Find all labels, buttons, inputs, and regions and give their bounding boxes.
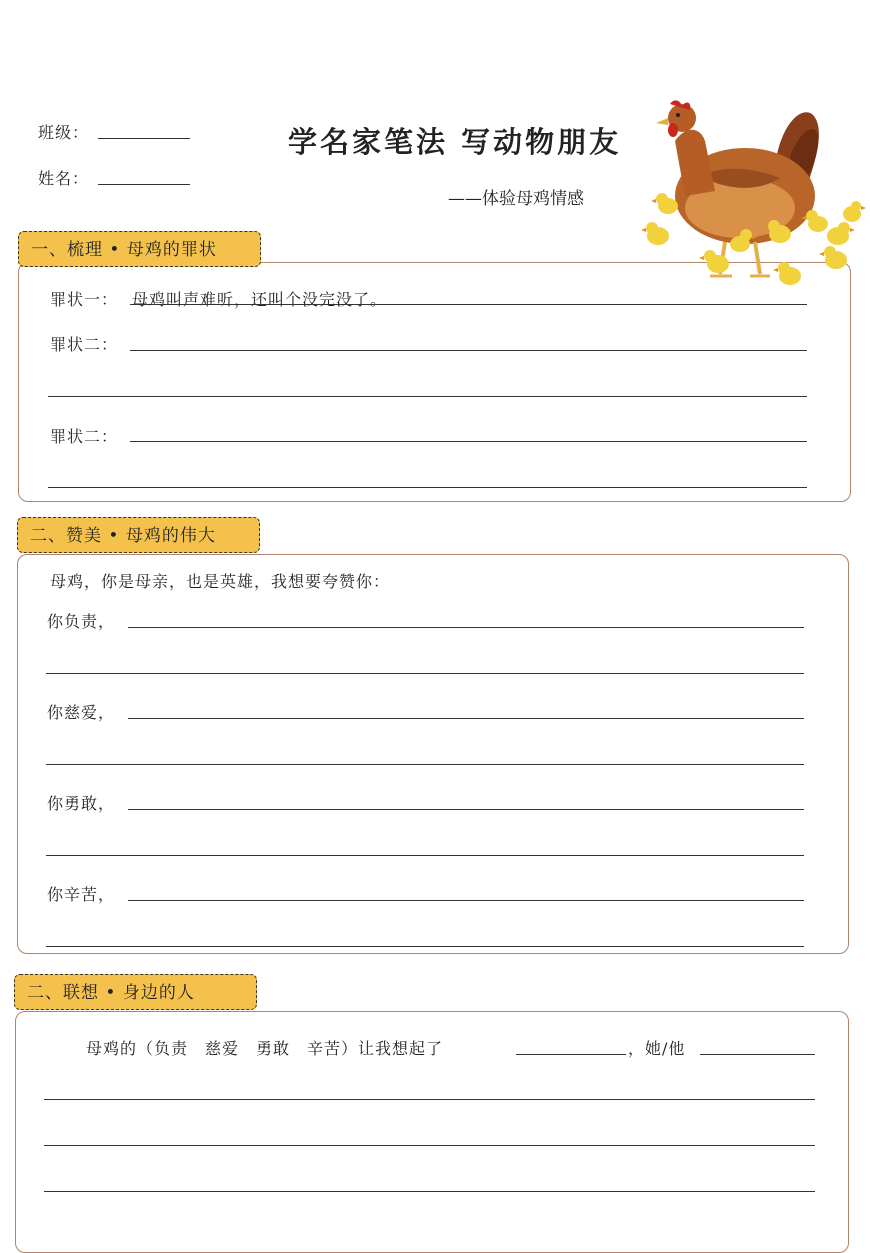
praise-hardworking-label: 你辛苦， [47,885,116,904]
section2-box [17,554,849,954]
charge3-line-2[interactable] [48,487,807,488]
praise-loving-line-2[interactable] [46,764,804,765]
praise-hardworking-line[interactable] [128,900,804,901]
section3-tag: 二、联想 • 身边的人 [14,974,257,1010]
association-line-4[interactable] [44,1191,815,1192]
praise-intro: 母鸡，你是母亲，也是英雄，我想要夸赞你： [50,572,391,591]
praise-responsible-line[interactable] [128,627,804,628]
association-line-2[interactable] [44,1099,815,1100]
page-title: 学名家笔法 写动物朋友 [288,125,622,159]
name-label: 姓名： [38,169,90,188]
charge2-line[interactable] [130,350,807,351]
association-detail-line[interactable] [700,1054,815,1055]
praise-hardworking-line-2[interactable] [46,946,804,947]
charge3-line[interactable] [130,441,807,442]
praise-brave-label: 你勇敢， [47,794,116,813]
charge1-label: 罪状一： [50,290,119,309]
charge1-text: 母鸡叫声难听，还叫个没完没了。 [132,290,388,309]
class-input-line[interactable] [98,138,190,139]
section1-tag: 一、梳理 • 母鸡的罪状 [18,231,261,267]
praise-responsible-label: 你负责， [47,612,116,631]
section2-tag: 二、赞美 • 母鸡的伟大 [17,517,260,553]
charge2-label: 罪状二： [50,335,119,354]
charge3-label: 罪状二： [50,427,119,446]
association-sentence-b: ，她/他 [628,1039,686,1058]
class-label: 班级： [38,123,90,142]
praise-responsible-line-2[interactable] [46,673,804,674]
praise-loving-line[interactable] [128,718,804,719]
association-person-line[interactable] [516,1054,626,1055]
praise-loving-label: 你慈爱， [47,703,116,722]
praise-brave-line-2[interactable] [46,855,804,856]
hen-with-chicks-illustration [640,96,870,296]
praise-brave-line[interactable] [128,809,804,810]
name-input-line[interactable] [98,184,190,185]
page-subtitle: ——体验母鸡情感 [448,189,584,209]
charge2-line-2[interactable] [48,396,807,397]
charge1-line [130,304,807,305]
association-line-3[interactable] [44,1145,815,1146]
association-sentence-a: 母鸡的（负责 慈爱 勇敢 辛苦）让我想起了 [86,1039,444,1058]
